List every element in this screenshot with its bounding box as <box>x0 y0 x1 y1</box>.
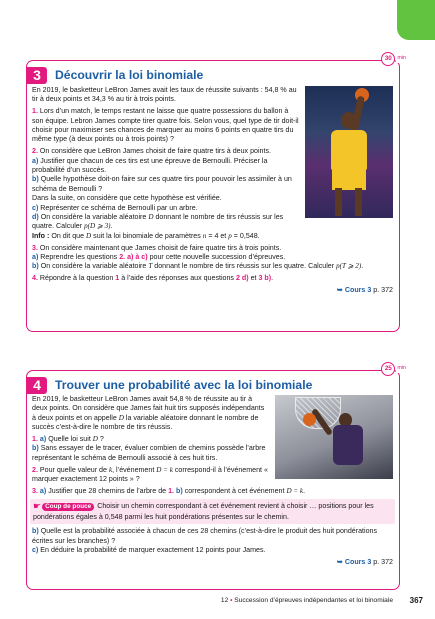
question-2: 2. Pour quelle valeur de k, l’événement D = k correspond-il à l’événement « marquer exactement 12 points » ? <box>32 465 268 484</box>
question-1: 1. Lors d’un match, le temps restant ne laisse que quatre possessions du ballon à son équipe. Lebron James compte tirer quatre fois. Selon vous, quel type de tir doit-il choisir pour maximiser ses chances de marquer au moins 6 points en quatre tirs du même type (à deux points ou à trois points) ? <box>32 107 299 144</box>
question-3: 3. On considère maintenant que James choisit de faire quatre tirs à trois points. a) Reprendre les questions 2. a) à c) pour cette nouvelle succession d’épreuves. b) On considère la variable aléatoire T donnant le nombre de tirs réussis sur les quatre. Calculer p(T ⩾ 2). <box>32 243 364 271</box>
exercise-number: 4 <box>27 377 47 394</box>
page-number: 367 <box>409 596 423 605</box>
hint-box <box>30 499 395 524</box>
arrow-icon: ➥ <box>336 286 343 295</box>
question-4: 4. Répondre à la question 1 à l’aide des réponses aux questions 2 d) et 3 b). <box>32 274 274 283</box>
exercise-4-box <box>26 364 406 590</box>
course-reference-link[interactable]: ➥ Cours 3 p. 372 <box>336 286 393 295</box>
arrow-icon: ➥ <box>336 557 343 566</box>
timer-badge <box>381 362 407 376</box>
exercise-title: Trouver une probabilité avec la loi binomiale <box>55 378 313 392</box>
exercise-body <box>32 86 393 296</box>
page-footer <box>0 597 435 611</box>
hint-text: Choisir un chemin correspondant à cet événement revient à choisir … positions pour les pondérations égales à 0,548 parmi les huit pondérations présentes sur le chemin. <box>33 501 374 521</box>
exercise-title: Découvrir la loi binomiale <box>55 68 204 82</box>
course-reference-link[interactable]: ➥ Cours 3 p. 372 <box>336 557 393 566</box>
exercise-number: 3 <box>27 67 47 84</box>
timer-unit: min <box>397 365 406 372</box>
hand-pointer-icon: ☛ <box>33 500 42 511</box>
intro-text: En 2019, le basketteur LeBron James avait les taux de réussite suivants : 54,8 % au tir à deux points et 34,3 % au tir à trois points. <box>32 86 297 104</box>
question-2: 2. On considère que LeBron James choisit de faire quatre tirs à deux points. a) Justifier que chacun de ces tirs est une épreuve de Bernoulli. Préciser la probabilité d’un succès. b) Quelle hypothèse doit-on faire sur ces quatre tirs pour pouvoir les assimiler à un schéma de Bernoulli ? Dans la suite, on considère que cette hypothèse est vérifiée. c) Représenter ce schéma de Bernoulli par un arbre. d) On considère la variable aléatoire D donnant le nombre de tirs réussis sur les quatre. Calculer p(D ⩾ 3). Info : On dit que D suit la loi binomiale de paramètres n = 4 et p = 0,548. <box>32 147 292 240</box>
chapter-title: 12 • Succession d’épreuves indépendantes et loi binomiale <box>220 597 393 604</box>
corner-tab <box>397 0 435 40</box>
hint-label: Coup de pouce <box>42 503 94 511</box>
basketball-dunk-photo <box>275 395 393 479</box>
exercise-3-box <box>26 54 406 332</box>
question-3b: b) Quelle est la probabilité associée à chacun de ces 28 chemins (c’est-à-dire le produit des huit pondérations écrites sur les branches) ? c) En déduire la probabilité de marquer exactement 12 points pour James. <box>32 527 378 554</box>
intro-text: En 2019, le basketteur LeBron James avait 54,8 % de réussite au tir à deux points. On considère que James fait huit tirs supposés indépendants à deux points et on appelle D la variable aléatoire donnant le nombre de succès c’est-à-dire le nombre de tirs réussis. <box>32 395 265 432</box>
question-1: 1. a) Quelle loi suit D ? b) Sans essayer de le tracer, évaluer combien de chemins possède l’arbre représentant le schéma de Bernoulli associé à ces huit tirs. <box>32 435 266 462</box>
basketball-player-photo <box>305 86 393 218</box>
timer-value: 25 <box>381 362 395 376</box>
question-3: 3. a) Justifier que 28 chemins de l’arbre de 1. b) correspondent à cet événement D = k. <box>32 487 306 496</box>
timer-unit: min <box>397 55 406 62</box>
timer-badge <box>381 52 407 66</box>
timer-value: 30 <box>381 52 395 66</box>
exercise-body <box>32 395 393 567</box>
